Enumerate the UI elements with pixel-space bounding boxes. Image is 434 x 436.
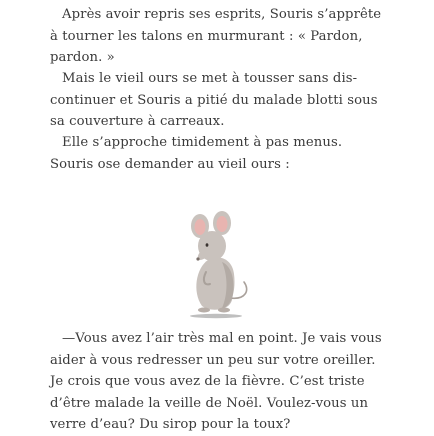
mouse-ear-right-inner	[217, 216, 228, 232]
ground-shadow	[190, 314, 242, 318]
text-line: Elle s’approche timidement à pas menus.	[62, 135, 343, 150]
paragraph-4	[50, 328, 410, 436]
text-line: sa couverture à carreaux.	[50, 114, 225, 129]
paragraph-3	[50, 132, 410, 175]
text-line: —Vous avez l’air très mal en point. Je vais vous	[62, 331, 382, 346]
mouse-nose	[196, 257, 199, 260]
text-line: Souris ose demander au vieil ours :	[50, 156, 290, 172]
paragraph-2	[50, 68, 410, 133]
mouse-illustration	[178, 210, 258, 322]
mouse-foot-right	[218, 308, 230, 313]
text-line: Après avoir repris ses esprits, Souris s’apprête	[62, 7, 382, 22]
text-line: pardon. »	[50, 50, 115, 65]
text-line: continuer et Souris a pitié du malade blotti sous	[50, 92, 378, 108]
text-line: aider à vous redresser un peu sur votre oreiller.	[50, 352, 376, 368]
text-line: à tourner les talons en murmurant : « Pardon,	[50, 28, 363, 44]
paragraph-1	[50, 4, 410, 69]
text-line: d’être malade la veille de Noël. Voulez-vous un	[50, 395, 369, 411]
mouse-ear-left-inner	[195, 219, 206, 235]
text-line: Mais le vieil ours se met à tousser sans dis-	[62, 71, 358, 86]
text-line: Je crois que vous avez de la fièvre. C’est triste	[50, 374, 365, 389]
mouse-eye	[206, 243, 209, 247]
text-line: verre d’eau? Du sirop pour la toux?	[50, 417, 291, 432]
mouse-foot-left	[198, 308, 210, 313]
